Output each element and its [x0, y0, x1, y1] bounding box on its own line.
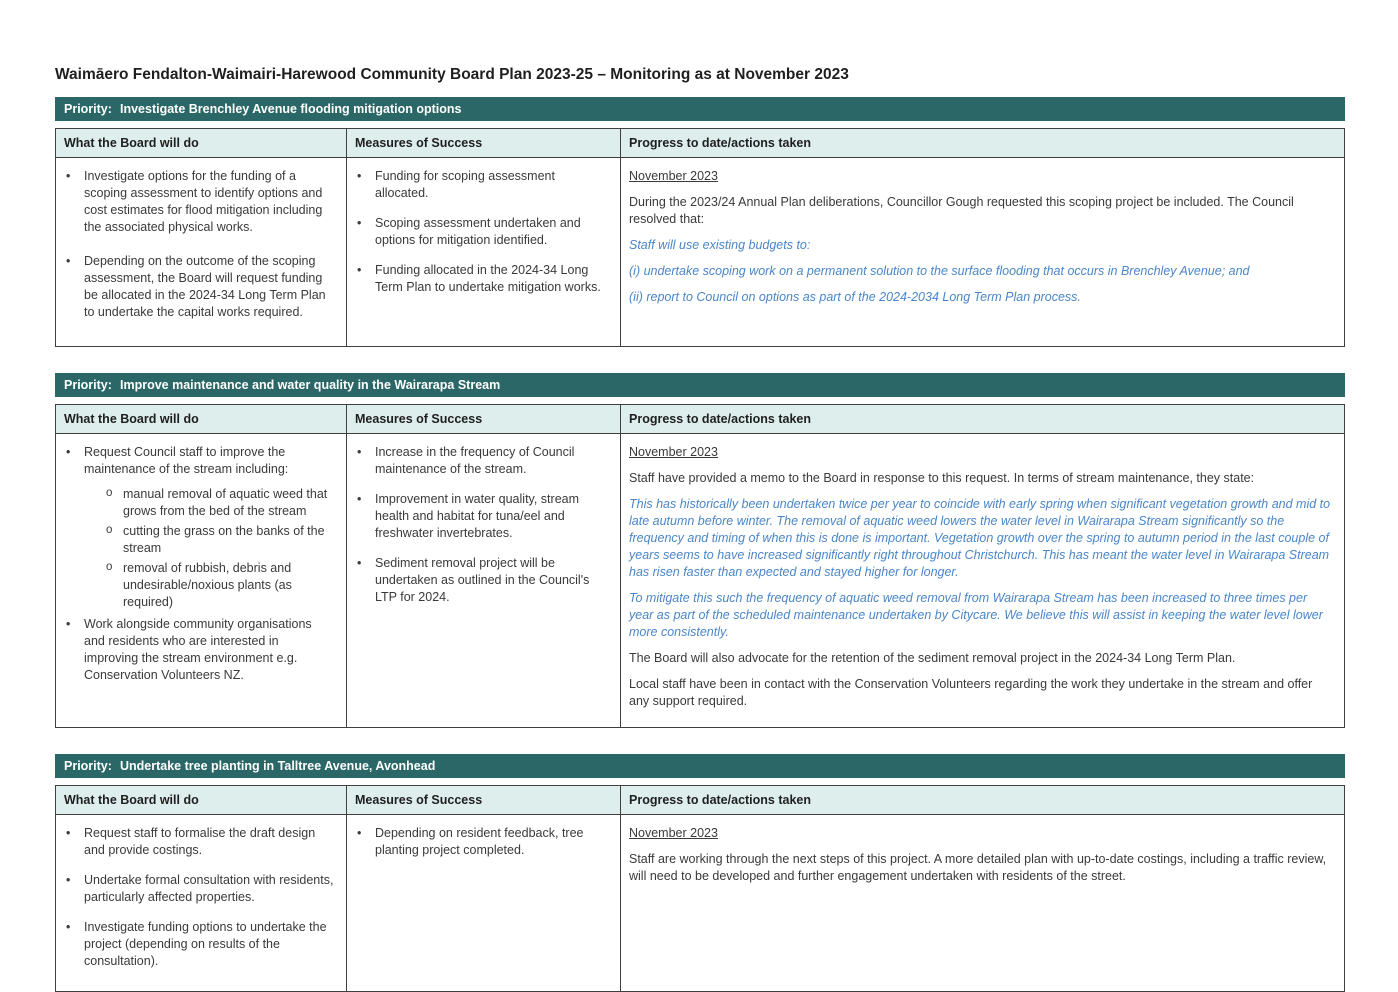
progress-paragraph: Staff are working through the next steps of this project. A more detailed plan with up-to-date costings, including a traffic review, will need to be developed and further engagement undertaken with residents of the street. [629, 852, 1327, 883]
column-header-row [56, 786, 1344, 815]
board-actions-cell [56, 434, 347, 727]
column-header-progress: Progress to date/actions taken [621, 129, 1344, 158]
bullet-item: • Work alongside community organisations and residents who are interested in improving the stream environment e.g. Conservation Volunteers NZ. [56, 616, 334, 684]
measures-cell [347, 158, 621, 346]
table-body-row [56, 434, 1344, 727]
page-title: Waimāero Fendalton-Waimairi-Harewood Community Board Plan 2023-25 – Monitoring as at November 2023 [55, 66, 849, 83]
measures-cell [347, 815, 621, 991]
progress-cell [621, 434, 1344, 727]
priority-title: Investigate Brenchley Avenue flooding mitigation options [120, 102, 462, 116]
sub-bullet-item: o removal of rubbish, debris and undesirable/noxious plants (as required) [56, 560, 334, 611]
priority-label: Priority: [64, 102, 112, 116]
sub-bullet-item: o cutting the grass on the banks of the stream [56, 523, 334, 557]
progress-quote-paragraph: (i) undertake scoping work on a permanent solution to the surface flooding that occurs in Brenchley Avenue; and [629, 264, 1250, 278]
table-body-row [56, 815, 1344, 991]
bullet-item: • Request staff to formalise the draft design and provide costings. [56, 825, 334, 859]
column-header-measures: Measures of Success [347, 129, 621, 158]
progress-cell [621, 815, 1344, 991]
sub-bullet-item: o manual removal of aquatic weed that grows from the bed of the stream [56, 486, 334, 520]
column-header-what: What the Board will do [56, 129, 347, 158]
priority-band [55, 97, 1345, 121]
priority-table-wairarapa-stream [55, 373, 1345, 728]
priority-band [55, 373, 1345, 397]
bullet-item: • Sediment removal project will be undertaken as outlined in the Council's LTP for 2024. [347, 555, 608, 606]
progress-quote-paragraph: Staff will use existing budgets to: [629, 238, 811, 252]
board-actions-cell [56, 815, 347, 991]
progress-quote-paragraph: To mitigate this such the frequency of aquatic weed removal from Wairarapa Stream has been increased to three times per year as part of the scheduled maintenance undertaken by Citycare. We believe this will assist in keeping the water level lower more consistently. [629, 591, 1323, 639]
bullet-item: • Improvement in water quality, stream health and habitat for tuna/eel and freshwater invertebrates. [347, 491, 608, 542]
progress-paragraph: Staff have provided a memo to the Board in response to this request. In terms of stream maintenance, they state: [629, 471, 1255, 485]
bullet-item: • Undertake formal consultation with residents, particularly affected properties. [56, 872, 334, 906]
column-header-progress: Progress to date/actions taken [621, 405, 1344, 434]
progress-paragraph: The Board will also advocate for the retention of the sediment removal project in the 2024-34 Long Term Plan. [629, 651, 1236, 665]
column-header-measures: Measures of Success [347, 405, 621, 434]
column-header-progress: Progress to date/actions taken [621, 786, 1344, 815]
priority-table-talltree-avenue [55, 754, 1345, 992]
progress-cell [621, 158, 1344, 346]
progress-quote-paragraph: (ii) report to Council on options as part of the 2024-2034 Long Term Plan process. [629, 290, 1081, 304]
priority-table-grid [55, 128, 1345, 347]
bullet-item: • Funding allocated in the 2024-34 Long Term Plan to undertake mitigation works. [347, 262, 608, 296]
bullet-item: • Request Council staff to improve the maintenance of the stream including: [56, 444, 334, 478]
progress-date-heading: November 2023 [629, 826, 718, 840]
progress-date-heading: November 2023 [629, 169, 718, 183]
progress-paragraph: During the 2023/24 Annual Plan deliberations, Councillor Gough requested this scoping project be included. The Council resolved that: [629, 195, 1294, 226]
column-header-what: What the Board will do [56, 786, 347, 815]
sub-bullet-list [56, 486, 334, 611]
bullet-item: • Investigate options for the funding of a scoping assessment to identify options and cost estimates for flood mitigation including the associated physical works. [56, 168, 334, 236]
bullet-item: • Depending on resident feedback, tree planting project completed. [347, 825, 608, 859]
priority-label: Priority: [64, 759, 112, 773]
column-header-row [56, 129, 1344, 158]
bullet-item: • Funding for scoping assessment allocated. [347, 168, 608, 202]
priority-table-brenchley [55, 97, 1345, 347]
bullet-item: • Increase in the frequency of Council maintenance of the stream. [347, 444, 608, 478]
bullet-item: • Investigate funding options to undertake the project (depending on results of the consultation). [56, 919, 334, 970]
bullet-item: • Depending on the outcome of the scoping assessment, the Board will request funding be allocated in the 2024-34 Long Term Plan to undertake the capital works required. [56, 253, 334, 321]
bullet-item: • Scoping assessment undertaken and options for mitigation identified. [347, 215, 608, 249]
measures-cell [347, 434, 621, 727]
priority-band [55, 754, 1345, 778]
priority-label: Priority: [64, 378, 112, 392]
board-actions-cell [56, 158, 347, 346]
progress-date-heading: November 2023 [629, 445, 718, 459]
priority-title: Undertake tree planting in Talltree Avenue, Avonhead [120, 759, 436, 773]
priority-title: Improve maintenance and water quality in the Wairarapa Stream [120, 378, 501, 392]
priority-table-grid [55, 785, 1345, 992]
column-header-row [56, 405, 1344, 434]
column-header-what: What the Board will do [56, 405, 347, 434]
progress-quote-paragraph: This has historically been undertaken twice per year to coincide with early spring when significant vegetation growth and mid to late autumn before winter. The removal of aquatic weed lowers the water level in Wairarapa Stream significantly so the frequency and timing of when this is done is important. Vegetation growth over the spring to autumn period in the last couple of years seems to have increased significantly right throughout Christchurch. This has meant the water level in Wairarapa Stream has risen faster than expected and stayed higher for longer. [629, 497, 1331, 579]
table-body-row [56, 158, 1344, 346]
column-header-measures: Measures of Success [347, 786, 621, 815]
priority-table-grid [55, 404, 1345, 728]
progress-paragraph: Local staff have been in contact with the Conservation Volunteers regarding the work they undertake in the stream and offer any support required. [629, 677, 1313, 708]
